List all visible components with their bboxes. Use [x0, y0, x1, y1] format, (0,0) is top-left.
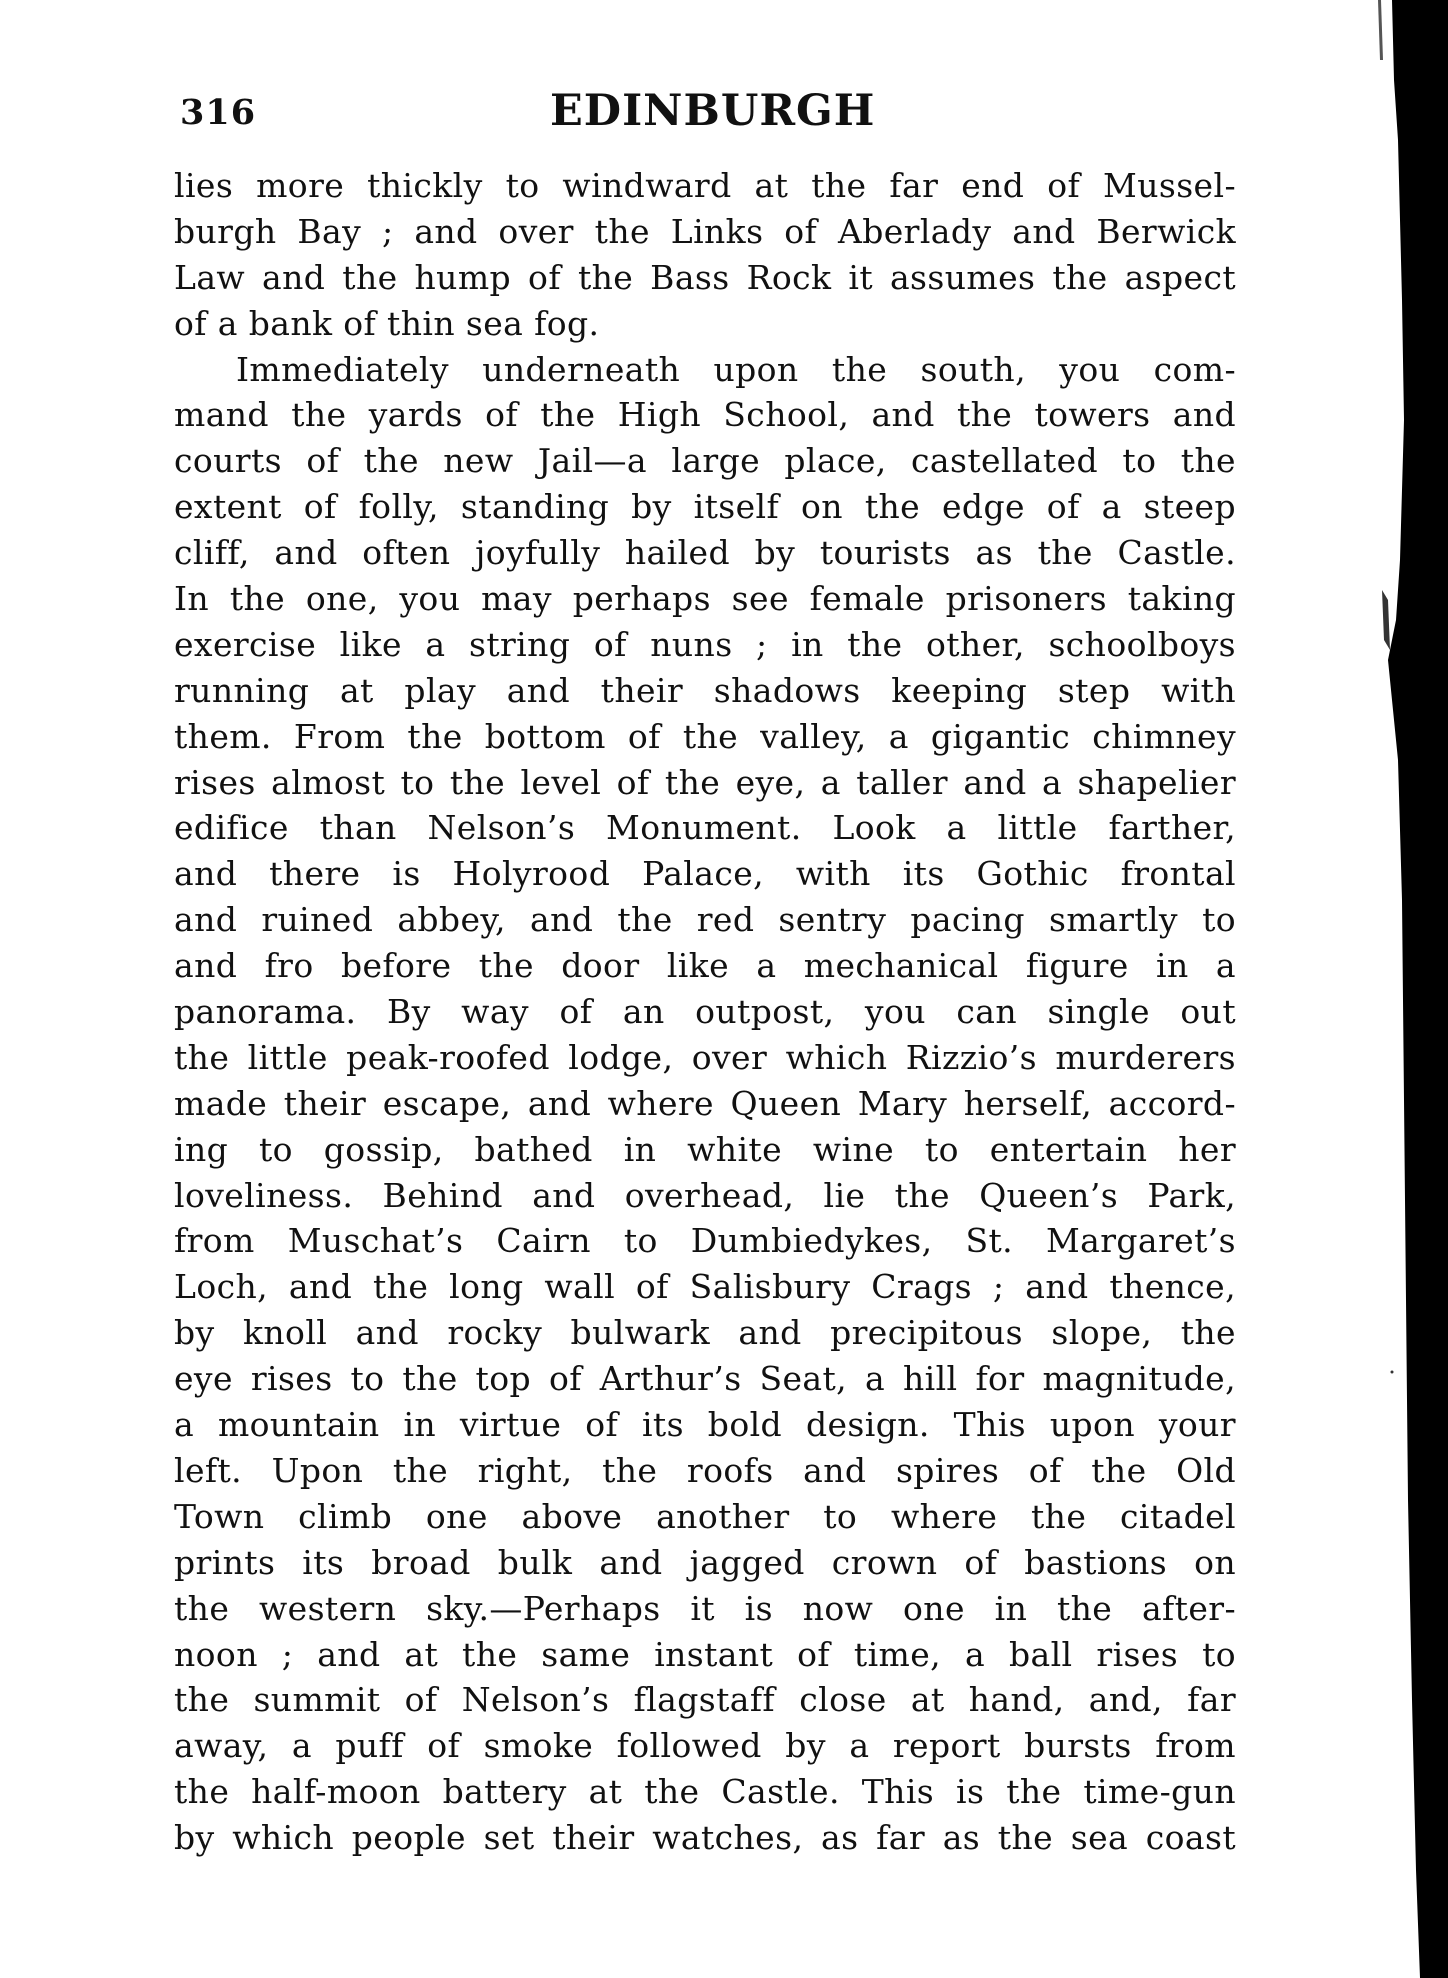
text-line: and fro before the door like a mechanical figure in a [174, 946, 1236, 986]
text-line: left. Upon the right, the roofs and spires of the Old [174, 1450, 1236, 1490]
page-number: 316 [180, 92, 257, 133]
text-line: the western sky.—Perhaps it is now one in the after- [174, 1588, 1236, 1628]
text-line: In the one, you may perhaps see female prisoners taking [174, 579, 1236, 619]
text-line: by which people set their watches, as far as the sea coast [174, 1818, 1236, 1858]
text-line: noon ; and at the same instant of time, a ball rises to [174, 1634, 1236, 1674]
text-line: rises almost to the level of the eye, a taller and a shapelier [174, 762, 1236, 802]
body-text [174, 163, 1236, 1861]
text-line: lies more thickly to windward at the far end of Mussel- [174, 166, 1236, 205]
text-line: eye rises to the top of Arthur’s Seat, a hill for magnitude, [174, 1359, 1236, 1399]
text-line: Loch, and the long wall of Salisbury Crags ; and thence, [174, 1267, 1236, 1307]
text-line: the summit of Nelson’s flagstaff close at hand, and, far [174, 1680, 1236, 1720]
text-line: edifice than Nelson’s Monument. Look a little farther, [174, 808, 1236, 848]
text-line: extent of folly, standing by itself on the edge of a steep [174, 487, 1236, 527]
text-line: of a bank of thin sea fog. [174, 303, 600, 343]
text-line: prints its broad bulk and jagged crown of bastions on [174, 1542, 1236, 1582]
text-line: panorama. By way of an outpost, you can single out [174, 992, 1236, 1032]
text-line: by knoll and rocky bulwark and precipitous slope, the [174, 1313, 1236, 1353]
text-line: Law and the hump of the Bass Rock it assumes the aspect [174, 257, 1236, 297]
text-line: loveliness. Behind and overhead, lie the Queen’s Park, [174, 1175, 1236, 1215]
page-header [180, 86, 1232, 146]
text-line: Town climb one above another to where the citadel [174, 1496, 1236, 1536]
text-line: away, a puff of smoke followed by a report bursts from [174, 1726, 1236, 1766]
text-line: from Muschat’s Cairn to Dumbiedykes, St. Margaret’s [174, 1221, 1236, 1261]
text-line: them. From the bottom of the valley, a gigantic chimney [174, 716, 1236, 756]
paragraph-1 [174, 163, 1236, 347]
text-line: ing to gossip, bathed in white wine to entertain her [174, 1129, 1236, 1169]
running-title: EDINBURGH [550, 86, 876, 136]
paragraph-2 [174, 347, 1236, 1861]
text-line: running at play and their shadows keeping step with [174, 670, 1236, 710]
text-line: the little peak-roofed lodge, over which Rizzio’s murderers [174, 1037, 1236, 1077]
text-line: cliff, and often joyfully hailed by tourists as the Castle. [174, 533, 1236, 573]
text-line: a mountain in virtue of its bold design. This upon your [174, 1405, 1236, 1445]
text-line: exercise like a string of nuns ; in the other, schoolboys [174, 624, 1236, 664]
text-line: made their escape, and where Queen Mary herself, accord- [174, 1083, 1236, 1123]
text-line: Immediately underneath upon the south, you com- [236, 349, 1236, 389]
text-line: and ruined abbey, and the red sentry pacing smartly to [174, 900, 1236, 940]
text-line: mand the yards of the High School, and the towers and [174, 395, 1236, 435]
text-line: the half-moon battery at the Castle. This is the time-gun [174, 1772, 1236, 1812]
text-line: and there is Holyrood Palace, with its Gothic frontal [174, 854, 1236, 894]
text-line: courts of the new Jail—a large place, castellated to the [174, 441, 1236, 481]
text-line: burgh Bay ; and over the Links of Aberlady and Berwick [174, 211, 1236, 251]
